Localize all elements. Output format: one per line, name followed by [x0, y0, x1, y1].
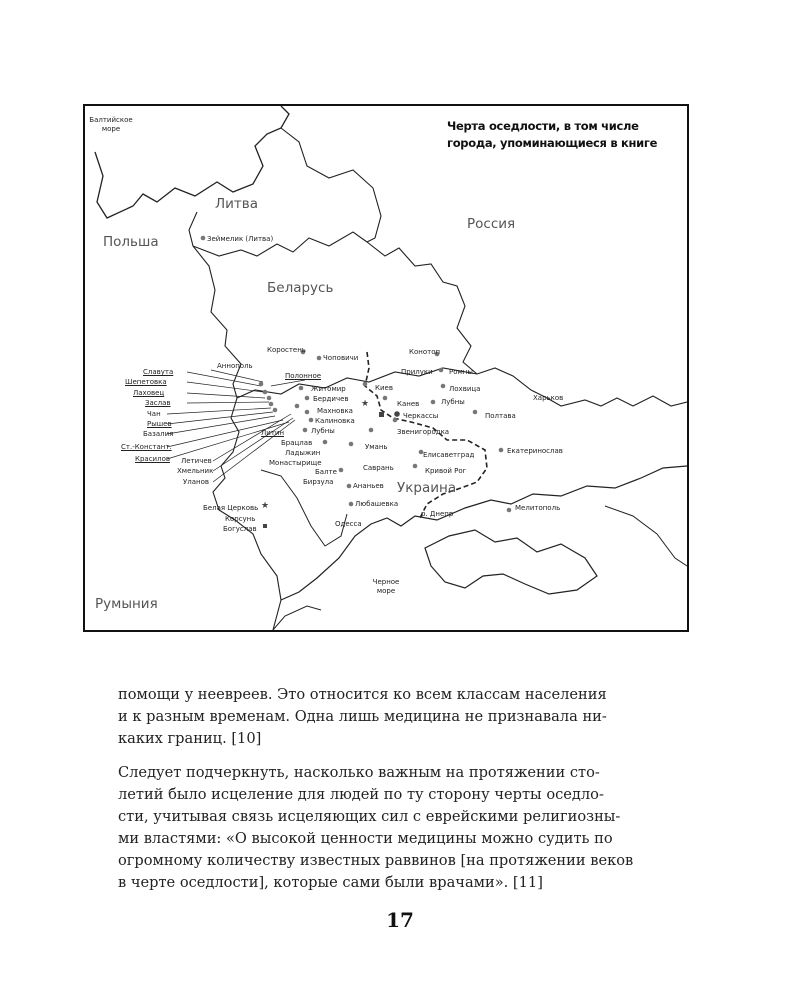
black-sea-label: Черное море: [372, 578, 400, 595]
city-zvenigorodka: Звенигородка: [397, 428, 450, 436]
city-ryshev: Рышев: [147, 420, 172, 428]
city-lubny-west: Лубны: [311, 427, 335, 435]
city-lakhovets: Лаховец: [133, 389, 165, 397]
city-elisavetgrad: Елисаветград: [423, 451, 475, 459]
region-romania: Румыния: [95, 596, 158, 612]
para1-line: и к разным временам. Одна лишь медицина не признавала ни-: [118, 708, 607, 725]
region-russia: Россия: [467, 216, 516, 232]
para2-line: огромному количеству известных раввинов [на протяжении веков: [118, 852, 634, 869]
city-kiev: Киев: [375, 384, 393, 392]
city-boguslav: Богуслав: [223, 525, 257, 533]
city-khmelnik: Хмельник: [177, 467, 214, 475]
city-zaslav: Заслав: [145, 399, 171, 407]
region-poland: Польша: [103, 234, 159, 250]
city-kharkov: Харьков: [533, 394, 564, 402]
map-borders: [85, 106, 687, 630]
city-krivoy-rog: Кривой Рог: [425, 467, 467, 475]
city-melitopol: Мелитополь: [515, 504, 561, 512]
city-berdichev: Бердичев: [313, 395, 349, 403]
region-belarus: Беларусь: [267, 280, 334, 296]
city-zhitomir: Житомир: [311, 385, 346, 393]
city-lyubashevka: Любашевка: [355, 500, 399, 508]
para2-line: летий было исцеление для людей по ту сторону черты оседло-: [118, 786, 604, 803]
city-old-konstantin: Ст.-Констант.: [121, 443, 172, 451]
para2-line: сти, учитывая связь исцеляющих сил с еврейскими религиозны-: [118, 808, 621, 825]
azov-coast: [605, 506, 687, 566]
city-makhnovka: Махновка: [317, 407, 353, 415]
star-marker: ★: [261, 501, 270, 511]
city-shepetovka: Шепетовка: [125, 378, 167, 386]
russia-border-north: [281, 128, 381, 242]
city-ladyzhin: Ладыжин: [285, 449, 321, 457]
paragraph-2: [118, 762, 691, 894]
para2-line: Следует подчеркнуть, насколько важным на протяжении сто-: [118, 764, 600, 781]
city-priluki: Прилуки: [401, 368, 433, 376]
baltic-sea-label: Балтийское море: [89, 116, 133, 133]
crimea-coast: [425, 530, 597, 594]
city-chopovichi: Чоповичи: [323, 354, 359, 362]
city-konotop: Конотоп: [409, 348, 441, 356]
city-kalinovka: Калиновка: [315, 417, 355, 425]
city-korsun: Корсунь: [225, 515, 256, 523]
para2-line: в черте оседлости], которые сами были врачами». [11]: [118, 874, 543, 891]
page-number: 17: [386, 908, 414, 932]
region-ukraine: Украина: [397, 480, 457, 496]
paragraph-1: [118, 684, 691, 750]
city-litin: Литин: [261, 429, 285, 437]
city-letichev: Летичев: [181, 457, 212, 465]
star-marker-kiev: ★: [361, 399, 370, 409]
city-slavuta: Славута: [143, 368, 174, 376]
city-bratslav: Брацлав: [281, 439, 313, 447]
para1-line: каких границ. [10]: [118, 730, 262, 747]
city-kanev: Канев: [397, 400, 420, 408]
city-balta: Балте: [315, 468, 337, 476]
city-krasilov: Красилов: [135, 455, 170, 463]
river-dnieper: р. Днепр: [421, 510, 454, 518]
city-bazaliya: Базалия: [143, 430, 174, 438]
city-korosten: Коростень: [267, 346, 306, 354]
city-ananyev: Ананьев: [353, 482, 384, 490]
city-berzula: Бирзула: [303, 478, 334, 486]
para2-line: ми властями: «О высокой ценности медицины можно судить по: [118, 830, 613, 847]
city-belaya-tserkov: Белая Церковь: [203, 504, 259, 512]
city-odessa: Одесса: [335, 520, 362, 528]
map-figure: [83, 104, 689, 632]
map-title: [447, 118, 657, 152]
city-lokhvitsa: Лохвица: [449, 385, 481, 393]
romania-coast: [273, 606, 321, 630]
city-lubny-east: Лубны: [441, 398, 465, 406]
city-savran: Саврань: [363, 464, 394, 472]
map-title-line2: города, упоминающиеся в книге: [447, 136, 658, 150]
region-lithuania: Литва: [215, 196, 259, 212]
para1-line: помощи у неевреев. Это относится ко всем классам населения: [118, 686, 607, 703]
belarus-ukraine-border: [237, 368, 477, 398]
city-ekaterinoslav: Екатеринослав: [507, 447, 563, 455]
city-polonnoye: Полонное: [285, 372, 322, 380]
city-cherkassy: Черкассы: [403, 412, 439, 420]
city-zeimeliai: Зеймелик (Литва): [207, 235, 274, 243]
city-monastyrishche: Монастырище: [269, 459, 322, 467]
city-chan: Чан: [147, 410, 161, 418]
map-title-line1: Черта оседлости, в том числе: [447, 119, 639, 133]
city-uman: Умань: [365, 443, 388, 451]
city-poltava: Полтава: [485, 412, 516, 420]
city-annopol: Аннополь: [217, 362, 253, 370]
ukraine-russia-border: [477, 368, 687, 406]
city-ulanov: Уланов: [183, 478, 210, 486]
city-romny: Ромны: [449, 368, 473, 376]
